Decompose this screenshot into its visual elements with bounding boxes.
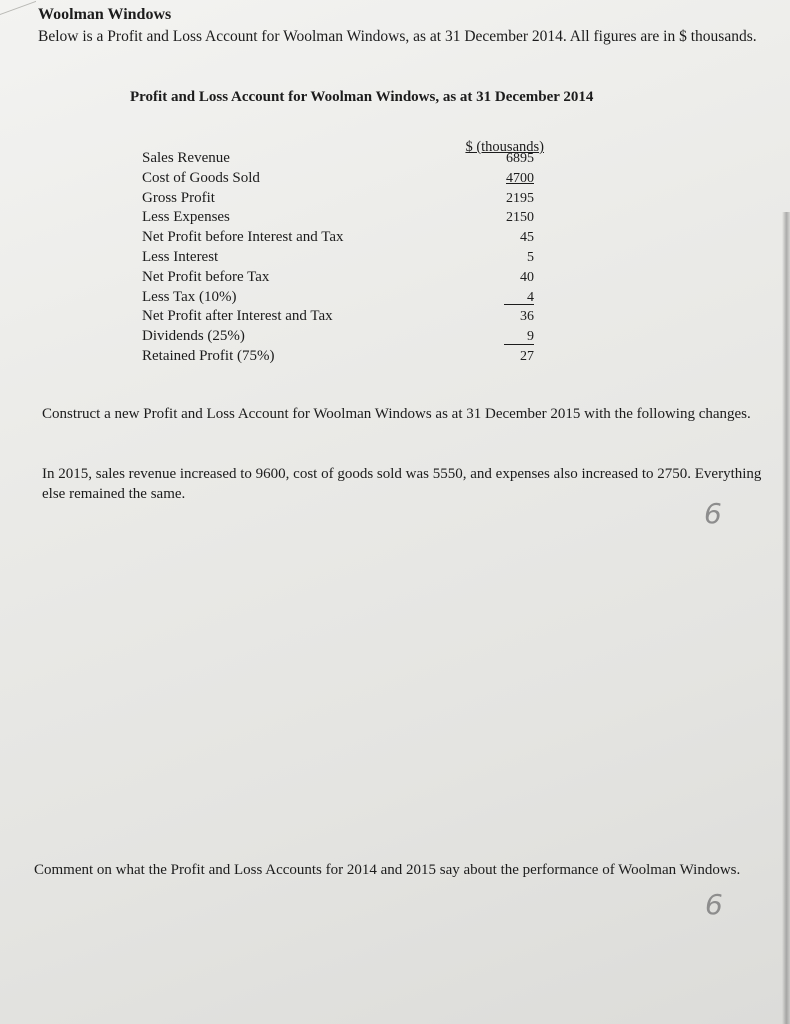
row-value: 5 xyxy=(527,249,534,265)
table-row xyxy=(142,208,542,228)
table-row xyxy=(142,327,542,347)
question-2-marks: 6 xyxy=(705,888,723,921)
row-value: 45 xyxy=(520,230,534,246)
row-label: Net Profit before Tax xyxy=(142,268,270,285)
table-row xyxy=(142,149,542,169)
table-row xyxy=(142,268,542,288)
page-edge-shadow xyxy=(782,212,790,1024)
table-row xyxy=(142,248,542,268)
intro-text: Below is a Profit and Loss Account for Woolman Windows, as at 31 December 2014. All figures are in $ thousands. xyxy=(38,28,757,45)
row-value: 40 xyxy=(520,269,534,285)
row-label: Retained Profit (75%) xyxy=(142,347,275,364)
column-header: $ (thousands) xyxy=(465,139,544,155)
table-row xyxy=(142,347,542,367)
row-value: 36 xyxy=(520,309,534,325)
row-label: Net Profit before Interest and Tax xyxy=(142,229,344,246)
row-value: 2150 xyxy=(506,210,534,226)
row-value: 27 xyxy=(520,348,534,364)
row-value: 2195 xyxy=(506,190,534,206)
row-label: Less Tax (10%) xyxy=(142,288,237,305)
question-1-details: In 2015, sales revenue increased to 9600, cost of goods sold was 5550, and expenses also increased to 2750. Everything else remained the same. xyxy=(42,466,762,502)
row-value: 9 xyxy=(527,327,534,347)
row-label: Less Expenses xyxy=(142,209,230,226)
row-label: Net Profit after Interest and Tax xyxy=(142,308,333,325)
row-value: 4 xyxy=(527,288,534,308)
pl-account-heading: Profit and Loss Account for Woolman Windows, as at 31 December 2014 xyxy=(130,89,594,105)
table-row xyxy=(142,307,542,327)
question-1-marks: 6 xyxy=(704,497,722,530)
question-1-text: Construct a new Profit and Loss Account for Woolman Windows as at 31 December 2015 with the following changes. xyxy=(42,406,751,422)
table-row xyxy=(142,228,542,248)
pl-account-table xyxy=(142,139,544,367)
table-row xyxy=(142,189,542,209)
table-row xyxy=(142,169,542,189)
question-2-text: Comment on what the Profit and Loss Accounts for 2014 and 2015 say about the performance of Woolman Windows. xyxy=(34,862,741,878)
row-label: Less Interest xyxy=(142,248,219,265)
row-label: Sales Revenue xyxy=(142,150,230,166)
paper-fold-line xyxy=(0,0,36,15)
row-label: Dividends (25%) xyxy=(142,328,245,345)
table-row xyxy=(142,288,542,308)
row-value: 4700 xyxy=(506,170,534,186)
row-value: 6895 xyxy=(506,151,534,166)
row-label: Cost of Goods Sold xyxy=(142,169,260,186)
document-title: Woolman Windows xyxy=(38,6,172,23)
row-label: Gross Profit xyxy=(142,189,215,206)
